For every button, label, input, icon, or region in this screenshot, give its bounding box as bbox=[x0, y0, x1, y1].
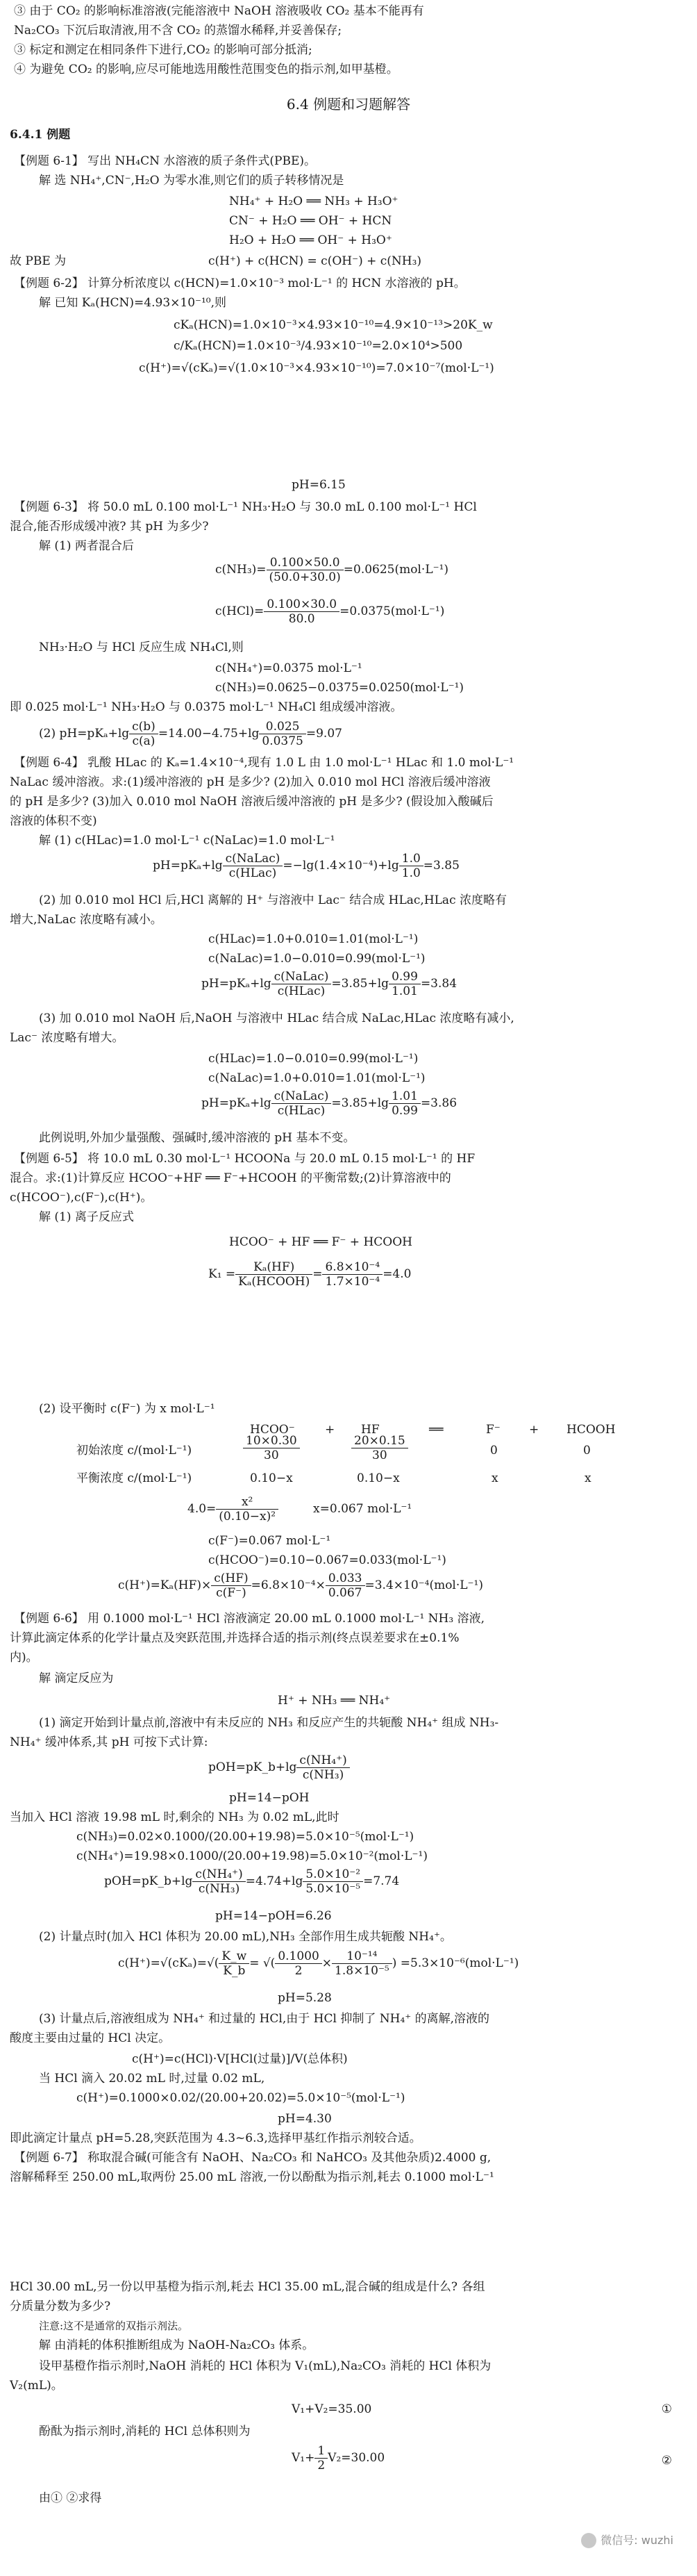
ex1-question: 【例题 6-1】 写出 NH₄CN 水溶液的质子条件式(PBE)。 bbox=[14, 154, 316, 168]
ex7-eq-2-number: ② bbox=[661, 2454, 672, 2468]
ex6-text-1a: (1) 滴定开始到计量点前,溶液中有未反应的 NH₃ 和反应产生的共轭酸 NH₄⁺ 组成 NH₃- bbox=[39, 1716, 499, 1730]
ex5-row2-label: 平衡浓度 c/(mol·L⁻¹) bbox=[76, 1471, 192, 1485]
section-title: 6.4 例题和习题解答 bbox=[286, 96, 411, 113]
ex5-h6: + bbox=[529, 1423, 539, 1437]
ex3-eq-2: c(NH₃)=0.0625−0.0375=0.0250(mol·L⁻¹) bbox=[215, 681, 464, 695]
ex6-text-6: 即此滴定计量点 pH=5.28,突跃范围为 4.3~6.3,选择甲基红作指示剂较合适。 bbox=[10, 2131, 421, 2145]
ex7-question-3: HCl 30.00 mL,另一份以甲基橙为指示剂,耗去 HCl 35.00 mL,混合碱的组成是什么? 各组 bbox=[10, 2280, 485, 2294]
ex5-f2: c(HCOO⁻)=0.10−0.067=0.033(mol·L⁻¹) bbox=[208, 1553, 446, 1567]
ex1-answer: 解 选 NH₄⁺,CN⁻,H₂O 为零水准,则它们的质子转移情况是 bbox=[39, 174, 344, 188]
ex5-h2: + bbox=[325, 1423, 335, 1437]
ex4-ph-3: pH=pKₐ+lg $\frac{\text{c(NaLac)}}{\text{c(HLac)}}$ =3.85+lg $\frac{1.01}{0.99}$ =3.86 bbox=[201, 1089, 457, 1118]
ex3-eq-1: c(NH₄⁺)=0.0375 mol·L⁻¹ bbox=[215, 661, 362, 675]
ex3-text-1: NH₃·H₂O 与 HCl 反应生成 NH₄Cl,则 bbox=[39, 641, 244, 654]
ex6-reaction: H⁺ + NH₃ ══ NH₄⁺ bbox=[278, 1694, 391, 1708]
ex1-reaction-1: NH₄⁺ + H₂O ══ NH₃ + H₃O⁺ bbox=[229, 195, 398, 208]
ex4-text-2a: (2) 加 0.010 mol HCl 后,HCl 离解的 H⁺ 与溶液中 Lac⁻ 结合成 HLac,HLac 浓度略有 bbox=[39, 893, 507, 907]
ex3-question-2: 混合,能否形成缓冲液? 其 pH 为多少? bbox=[10, 520, 209, 534]
ex5-h7: HCOOH bbox=[566, 1423, 616, 1437]
ex7-eq-2: V₁+ $\frac{1}{2}$ V₂=30.00 bbox=[292, 2444, 385, 2472]
ex6-eq-4: c(H⁺)=c(HCl)·V[HCl(过量)]/V(总体积) bbox=[132, 2052, 348, 2066]
ex4-answer: 解 (1) c(HLac)=1.0 mol·L⁻¹ c(NaLac)=1.0 mol·L⁻¹ bbox=[39, 834, 335, 848]
ex6-question-1: 【例题 6-6】 用 0.1000 mol·L⁻¹ HCl 溶液滴定 20.00 mL 0.1000 mol·L⁻¹ NH₃ 溶液, bbox=[14, 1612, 485, 1626]
ex2-eq-3: c(H⁺)=√(cKₐ)=√(1.0×10⁻³×4.93×10⁻¹⁰)=7.0×10⁻⁷(mol·L⁻¹) bbox=[139, 361, 494, 375]
intro-line-3: ③ 标定和测定在相同条件下进行,CO₂ 的影响可部分抵消; bbox=[14, 43, 312, 57]
ex5-question-3: c(HCOO⁻),c(F⁻),c(H⁺)。 bbox=[10, 1191, 153, 1205]
ex7-text-1a: 设甲基橙作指示剂时,NaOH 消耗的 HCl 体积为 V₁(mL),Na₂CO₃ 消耗的 HCl 体积为 bbox=[39, 2359, 492, 2373]
ex7-answer: 解 由消耗的体积推断组成为 NaOH-Na₂CO₃ 体系。 bbox=[39, 2338, 314, 2352]
ex5-h4: ══ bbox=[429, 1423, 444, 1437]
ex3-c-hcl: c(HCl)= $\frac{0.100\times 30.0}{80.0}$ =0.0375(mol·L⁻¹) bbox=[215, 597, 445, 626]
ex6-h-ph: pH=5.28 bbox=[278, 1991, 332, 2005]
ex4-text-2b: 增大,NaLac 浓度略有减小。 bbox=[10, 913, 162, 927]
ex6-eq-5-ph: pH=4.30 bbox=[278, 2112, 332, 2126]
watermark bbox=[581, 2532, 673, 2549]
ex3-question-1: 【例题 6-3】 将 50.0 mL 0.100 mol·L⁻¹ NH₃·H₂O 与 30.0 mL 0.100 mol·L⁻¹ HCl bbox=[14, 500, 477, 514]
ex5-h5: F⁻ bbox=[486, 1423, 501, 1437]
watermark-text: 微信号: wuzhi bbox=[601, 2533, 673, 2547]
ex4-eq-3b: c(NaLac)=1.0+0.010=1.01(mol·L⁻¹) bbox=[208, 1071, 426, 1085]
ex6-question-2: 计算此滴定体系的化学计量点及突跃范围,并选择合适的指示剂(终点误差要求在±0.1% bbox=[10, 1631, 460, 1645]
ex4-note: 此例说明,外加少量强酸、强碱时,缓冲溶液的 pH 基本不变。 bbox=[39, 1131, 355, 1145]
ex2-ph: pH=6.15 bbox=[292, 478, 346, 492]
ex5-reaction: HCOO⁻ + HF ══ F⁻ + HCOOH bbox=[229, 1235, 412, 1249]
ex3-answer: 解 (1) 两者混合后 bbox=[39, 539, 134, 553]
ex7-eq-1: V₁+V₂=35.00 bbox=[292, 2402, 372, 2416]
ex7-question-2: 溶解稀释至 250.00 mL,取两份 25.00 mL 溶液,一份以酚酞为指示剂,耗去 0.1000 mol·L⁻¹ bbox=[10, 2170, 494, 2184]
ex4-text-3a: (3) 加 0.010 mol NaOH 后,NaOH 与溶液中 HLac 结合成 NaLac,HLac 浓度略有减小, bbox=[39, 1012, 514, 1025]
ex7-eq-1-number: ① bbox=[661, 2402, 672, 2416]
ex1-reaction-2: CN⁻ + H₂O ══ OH⁻ + HCN bbox=[229, 214, 392, 228]
ex6-eq-5: c(H⁺)=0.1000×0.02/(20.00+20.02)=5.0×10⁻⁵(mol·L⁻¹) bbox=[76, 2091, 405, 2105]
ex7-tail: 由① ②求得 bbox=[39, 2491, 102, 2505]
ex5-h3: HF bbox=[361, 1423, 380, 1437]
ex1-pbe: c(H⁺) + c(HCN) = c(OH⁻) + c(NH₃) bbox=[208, 254, 422, 268]
ex5-f3: c(H⁺)=Kₐ(HF)× $\frac{c(HF)}{c(F^-)}$ =6.8×10⁻⁴× $\frac{0.033}{0.067}$ =3.4×10⁻⁴(mol·L⁻¹) bbox=[118, 1571, 483, 1600]
ex3-ph: (2) pH=pKₐ+lg $\frac{c(b)}{c(a)}$ =14.00−4.75+lg $\frac{0.025}{0.0375}$ =9.07 bbox=[39, 720, 342, 748]
ex5-equation: 4.0= $\frac{\text{x²}}{\text{(0.10−x)²}}$ x=0.067 mol·L⁻¹ bbox=[187, 1495, 412, 1524]
ex7-question-1: 【例题 6-7】 称取混合碱(可能含有 NaOH、Na₂CO₃ 和 NaHCO₃ 及其他杂质)2.4000 g, bbox=[14, 2151, 492, 2165]
ex2-eq-1: cKₐ(HCN)=1.0×10⁻³×4.93×10⁻¹⁰=4.9×10⁻¹³>20K_w bbox=[174, 318, 493, 332]
ex5-row1-a: $\frac{10\times 0.30}{30}$ bbox=[243, 1434, 300, 1462]
ex5-h1: HCOO⁻ bbox=[250, 1423, 295, 1437]
ex6-text-5: 当 HCl 滴入 20.02 mL 时,过量 0.02 mL, bbox=[39, 2072, 265, 2086]
ex4-text-3b: Lac⁻ 浓度略有增大。 bbox=[10, 1031, 124, 1045]
ex6-ph-formula: pH=14−pOH bbox=[229, 1791, 310, 1805]
ex7-text-1b: V₂(mL)。 bbox=[10, 2379, 63, 2393]
ex6-text-1b: NH₄⁺ 缓冲体系,其 pH 可按下式计算: bbox=[10, 1735, 208, 1749]
ex6-h-calc: c(H⁺)=√(cKₐ)=√( $\frac{K\_w}{K\_b}$ = √( $\frac{0.1000}{2}$ × $\frac{\text{10⁻¹⁴}}{\text{1.8×10⁻⁵}}$ ) =5.3×10⁻⁶(mol·L⁻¹) bbox=[118, 1949, 519, 1978]
ex5-row2-b: 0.10−x bbox=[357, 1471, 400, 1485]
ex7-question-4: 分质量分数为多少? bbox=[10, 2300, 111, 2313]
ex4-eq-2a: c(HLac)=1.0+0.010=1.01(mol·L⁻¹) bbox=[208, 932, 419, 946]
intro-line-1: ③ 由于 CO₂ 的影响标准溶液(完能溶液中 NaOH 溶液吸收 CO₂ 基本不能再有 bbox=[14, 4, 424, 18]
ex4-ph-2: pH=pKₐ+lg $\frac{\text{c(NaLac)}}{\text{c(HLac)}}$ =3.85+lg $\frac{0.99}{1.01}$ =3.84 bbox=[201, 970, 457, 998]
ex6-question-3: 内)。 bbox=[10, 1651, 38, 1665]
ex2-question: 【例题 6-2】 计算分析浓度以 c(HCN)=1.0×10⁻³ mol·L⁻¹ 的 HCN 水溶液的 pH。 bbox=[14, 276, 466, 290]
ex4-question-1: 【例题 6-4】 乳酸 HLac 的 Kₐ=1.4×10⁻⁴,现有 1.0 L 由 1.0 mol·L⁻¹ HLac 和 1.0 mol·L⁻¹ bbox=[14, 756, 514, 770]
ex5-row1-d: 0 bbox=[583, 1444, 591, 1458]
subsection-title: 6.4.1 例题 bbox=[10, 128, 71, 142]
ex4-eq-3a: c(HLac)=1.0−0.010=0.99(mol·L⁻¹) bbox=[208, 1052, 419, 1066]
ex5-f1: c(F⁻)=0.067 mol·L⁻¹ bbox=[208, 1534, 331, 1548]
ex6-text-4b: 酸度主要由过量的 HCl 决定。 bbox=[10, 2031, 171, 2045]
ex6-poh-calc: pOH=pK_b+lg $\frac{\text{c(NH₄⁺)}}{\text{c(NH₃)}}$ =4.74+lg $\frac{\text{5.0×10⁻²}}{\text{5.0×10⁻⁵}}$ =7.74 bbox=[104, 1867, 400, 1896]
ex5-row1-c: 0 bbox=[490, 1444, 498, 1458]
ex6-answer: 解 滴定反应为 bbox=[39, 1671, 114, 1685]
wechat-icon bbox=[581, 2533, 596, 2548]
intro-line-2: Na₂CO₃ 下沉后取清液,用不含 CO₂ 的蒸馏水稀释,并妥善保存; bbox=[14, 24, 342, 38]
ex5-row2-a: 0.10−x bbox=[250, 1471, 293, 1485]
ex5-answer: 解 (1) 离子反应式 bbox=[39, 1210, 134, 1224]
ex6-ph-calc: pH=14−pOH=6.26 bbox=[215, 1909, 332, 1923]
ex5-question-2: 混合。求:(1)计算反应 HCOO⁻+HF ══ F⁻+HCOOH 的平衡常数;(2)计算溶液中的 bbox=[10, 1171, 451, 1185]
ex4-ph-1: pH=pKₐ+lg $\frac{\text{c(NaLac)}}{\text{c(HLac)}}$ =−lg(1.4×10⁻⁴)+lg $\frac{1.0}{1.0}$ =3.85 bbox=[153, 852, 460, 880]
ex6-eq-2: c(NH₄⁺)=19.98×0.1000/(20.00+19.98)=5.0×10⁻²(mol·L⁻¹) bbox=[76, 1849, 428, 1863]
ex2-answer: 解 已知 Kₐ(HCN)=4.93×10⁻¹⁰,则 bbox=[39, 296, 227, 310]
ex1-reaction-3: H₂O + H₂O ══ OH⁻ + H₃O⁺ bbox=[229, 233, 392, 247]
ex6-text-2: 当加入 HCl 溶液 19.98 mL 时,剩余的 NH₃ 为 0.02 mL,此时 bbox=[10, 1810, 339, 1824]
ex5-row1-b: $\frac{20\times 0.15}{30}$ bbox=[351, 1434, 408, 1462]
intro-line-4: ④ 为避免 CO₂ 的影响,应尽可能地选用酸性范围变色的指示剂,如甲基橙。 bbox=[14, 63, 398, 76]
ex5-row2-d: x bbox=[585, 1471, 591, 1485]
ex7-text-2: 酚酞为指示剂时,消耗的 HCl 总体积则为 bbox=[39, 2425, 251, 2438]
ex6-poh-formula: pOH=pK_b+lg $\frac{\text{c(NH₄⁺)}}{\text{c(NH₃)}}$ bbox=[208, 1753, 350, 1782]
ex4-question-2: NaLac 缓冲溶液。求:(1)缓冲溶液的 pH 是多少? (2)加入 0.010 mol HCl 溶液后缓冲溶液 bbox=[10, 775, 491, 789]
ex1-pbe-lead: 故 PBE 为 bbox=[10, 254, 67, 268]
ex6-text-4a: (3) 计量点后,溶液组成为 NH₄⁺ 和过量的 HCl,由于 HCl 抑制了 NH₄⁺ 的离解,溶液的 bbox=[39, 2012, 490, 2026]
ex2-eq-2: c/Kₐ(HCN)=1.0×10⁻³/4.93×10⁻¹⁰=2.0×10⁴>500 bbox=[174, 339, 463, 353]
ex4-question-4: 溶液的体积不变) bbox=[10, 814, 97, 828]
ex5-row2-c: x bbox=[492, 1471, 498, 1485]
ex5-row1-label: 初始浓度 c/(mol·L⁻¹) bbox=[76, 1444, 192, 1458]
ex5-k: K₁ = $\frac{\text{Kₐ(HF)}}{\text{Kₐ(HCOOH)}}$ = $\frac{\text{6.8×10⁻⁴}}{\text{1.7×10⁻⁴}}$ =4.0 bbox=[208, 1260, 412, 1289]
ex4-eq-2b: c(NaLac)=1.0−0.010=0.99(mol·L⁻¹) bbox=[208, 952, 426, 966]
ex3-text-2: 即 0.025 mol·L⁻¹ NH₃·H₂O 与 0.0375 mol·L⁻¹ NH₄Cl 组成缓冲溶液。 bbox=[10, 700, 403, 714]
ex5-step-2: (2) 设平衡时 c(F⁻) 为 x mol·L⁻¹ bbox=[39, 1402, 215, 1416]
ex7-note: 注意:这不是通常的双指示剂法。 bbox=[39, 2320, 189, 2332]
ex6-eq-1: c(NH₃)=0.02×0.1000/(20.00+19.98)=5.0×10⁻⁵(mol·L⁻¹) bbox=[76, 1830, 414, 1844]
ex5-question-1: 【例题 6-5】 将 10.0 mL 0.30 mol·L⁻¹ HCOONa 与 20.0 mL 0.15 mol·L⁻¹ 的 HF bbox=[14, 1152, 476, 1166]
ex3-c-nh3: c(NH₃)= $\frac{0.100\times 50.0}{(50.0+30.0)}$ =0.0625(mol·L⁻¹) bbox=[215, 556, 449, 584]
ex6-text-3: (2) 计量点时(加入 HCl 体积为 20.00 mL),NH₃ 全部作用生成共轭酸 NH₄⁺。 bbox=[39, 1930, 452, 1944]
ex4-question-3: 的 pH 是多少? (3)加入 0.010 mol NaOH 溶液后缓冲溶液的 pH 是多少? (假设加入酸碱后 bbox=[10, 795, 494, 809]
